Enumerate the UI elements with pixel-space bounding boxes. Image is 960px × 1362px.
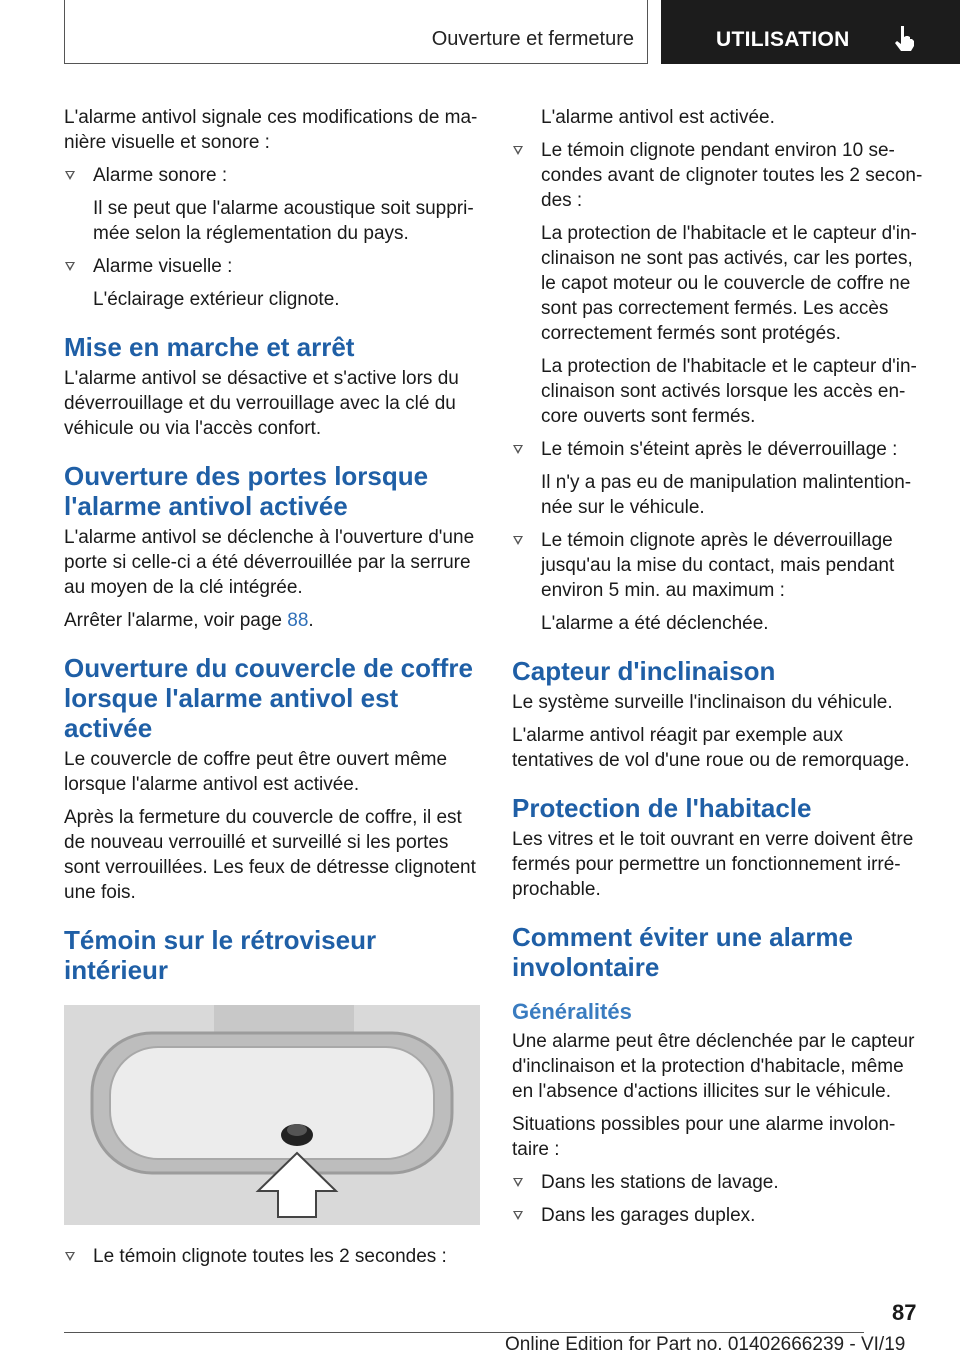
footer-divider [64,1332,864,1333]
hand-pointer-icon [893,25,915,51]
heading-mise-en-marche: Mise en marche et arrêt [64,332,355,362]
bullet-garages-duplex: Dans les garages duplex. [512,1203,928,1228]
bullet-temoin-clignote: Le témoin clignote après le déverrouillage jusqu'au la mise du contact, mais pendant environ 5 min. au maximum : [512,528,928,603]
temoin-clignote-text: L'alarme a été déclenchée. [541,613,769,634]
rearview-mirror-illustration [64,1005,480,1225]
arreter-alarme-text: Arrêter l'alarme, voir page 88. [64,610,314,631]
bullet-triangle-icon [513,1178,523,1187]
bullet-triangle-icon [65,1252,75,1261]
bullet-alarme-sonore: Alarme sonore : [64,163,480,188]
page-reference-link[interactable]: 88 [287,610,309,631]
chapter-title: UTILISATION [716,28,850,51]
heading-protection-habitacle: Protection de l'habitacle [512,793,812,823]
heading-ouverture-coffre: Ouverture du couvercle de coffre lorsque l'alarme antivol est activée [64,653,473,743]
page-header [0,0,960,66]
bullet-triangle-icon [513,1211,523,1220]
bullet-triangle-icon [65,171,75,180]
bullet-temoin-2s: Le témoin clignote toutes les 2 secondes : [64,1244,480,1269]
chapter-tab [661,0,960,64]
temoin-10s-text-2: La protection de l'habitacle et le capteur d'in-clinaison sont activés lorsque les accès en-core ouverts sont fermés. [541,356,917,427]
coffre-text-2: Après la fermeture du couvercle de coffre, il est de nouveau verrouillé et surveillé si les portes sont verrouillées. Les feux de détresse clignotent une fois. [64,807,476,903]
mise-en-marche-text: L'alarme antivol se désactive et s'active lors du déverrouillage et du verrouillage avec la clé du véhicule ou via l'accès confort. [64,368,459,439]
temoin-10s-text-1: La protection de l'habitacle et le capteur d'in-clinaison ne sont pas activés, car les portes, le capot moteur ou le couvercle de coffre ne sont pas correctement fermés. Les accès correctement fermés sont protégés. [541,223,917,344]
bullet-stations-lavage: Dans les stations de lavage. [512,1170,928,1195]
heading-eviter-alarme: Comment éviter une alarme involontaire [512,922,854,982]
bullet-triangle-icon [513,146,523,155]
section-title: Ouverture et fermeture [431,28,634,50]
bullet-temoin-eteint: Le témoin s'éteint après le déverrouillage : [512,437,928,462]
alarme-visuelle-text: L'éclairage extérieur clignote. [93,289,340,310]
bullet-temoin-10s: Le témoin clignote pendant environ 10 se-condes avant de clignoter toutes les 2 secon-des : [512,138,928,213]
alarme-activee-text: L'alarme antivol est activée. [541,107,775,128]
capteur-text-1: Le système surveille l'inclinaison du véhicule. [512,692,893,713]
page-number: 87 [892,1300,917,1325]
heading-generalites: Généralités [512,999,632,1024]
bullet-alarme-visuelle: Alarme visuelle : [64,254,480,279]
protection-text: Les vitres et le toit ouvrant en verre doivent être fermés pour permettre un fonctionnement irré-prochable. [512,829,914,900]
left-column [64,105,480,1277]
section-title-box [64,0,648,64]
edition-footer: Online Edition for Part no. 01402666239 - VI/19 [505,1334,906,1355]
capteur-text-2: L'alarme antivol réagit par exemple aux tentatives de vol d'une roue ou de remorquage. [512,725,910,771]
right-column [512,105,928,1236]
coffre-text-1: Le couvercle de coffre peut être ouvert même lorsque l'alarme antivol est activée. [64,749,448,795]
alarme-sonore-text: Il se peut que l'alarme acoustique soit suppri-mée selon la réglementation du pays. [93,198,474,244]
heading-ouverture-portes: Ouverture des portes lorsque l'alarme antivol activée [64,461,429,521]
bullet-triangle-icon [513,536,523,545]
ouverture-portes-text: L'alarme antivol se déclenche à l'ouverture d'une porte si celle-ci a été déverrouillée par la serrure au moyen de la clé intégrée. [64,527,475,598]
heading-capteur-inclinaison: Capteur d'inclinaison [512,656,776,686]
bullet-triangle-icon [513,445,523,454]
intro-paragraph: L'alarme antivol signale ces modifications de ma-nière visuelle et sonore : [64,107,478,153]
temoin-eteint-text: Il n'y a pas eu de manipulation malintention-née sur le véhicule. [541,472,912,518]
generalites-text-2: Situations possibles pour une alarme involon-taire : [512,1114,896,1160]
heading-temoin-retroviseur: Témoin sur le rétroviseur intérieur [64,925,377,985]
bullet-triangle-icon [65,262,75,271]
generalites-text-1: Une alarme peut être déclenchée par le capteur d'inclinaison et la protection d'habitacle, même en l'absence d'actions illicites sur le véhicule. [512,1031,915,1102]
